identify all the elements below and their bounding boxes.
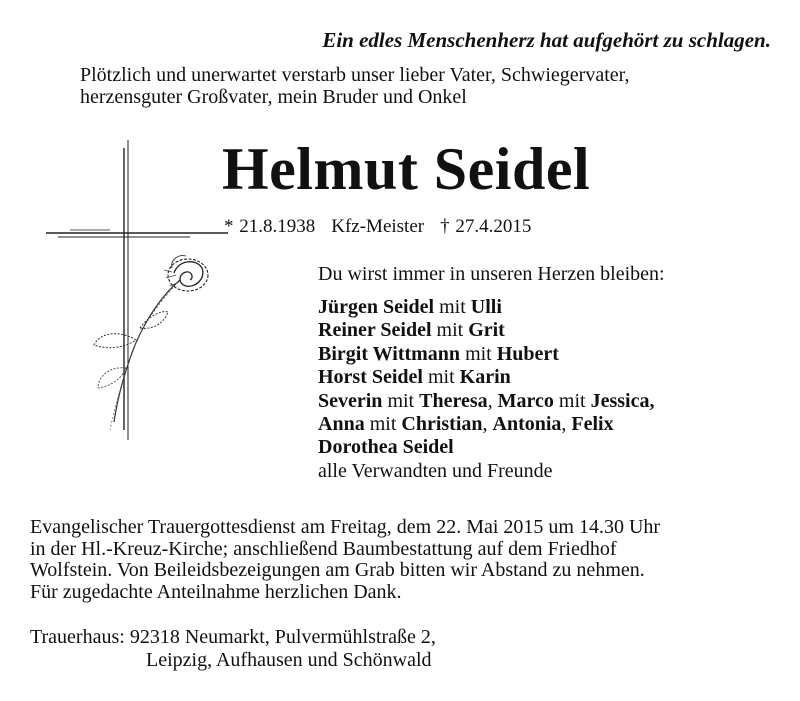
intro-line: herzensguter Großvater, mein Bruder und Onkel bbox=[80, 86, 467, 108]
house-label: Trauerhaus: bbox=[30, 626, 125, 648]
list-item: Dorothea Seidel bbox=[318, 436, 454, 459]
list-item: Birgit Wittmann mit Hubert bbox=[318, 342, 559, 365]
service-line: Evangelischer Trauergottesdienst am Freitag, dem 22. Mai 2015 um 14.30 Uhr bbox=[30, 516, 661, 538]
service-line: Wolfstein. Von Beileidsbezeigungen am Grab bitten wir Abstand zu nehmen. bbox=[30, 559, 645, 581]
intro-text bbox=[80, 64, 630, 108]
mourning-house bbox=[30, 626, 436, 672]
relatives-line: alle Verwandten und Freunde bbox=[318, 459, 553, 482]
intro-line: Plötzlich und unerwartet verstarb unser lieber Vater, Schwiegervater, bbox=[80, 64, 630, 86]
life-dates bbox=[224, 216, 531, 238]
list-item: Anna mit Christian, Antonia, Felix bbox=[318, 413, 614, 436]
list-item: Jürgen Seidel mit Ulli bbox=[318, 296, 502, 318]
occupation: Kfz-Meister bbox=[331, 216, 425, 237]
list-item: Horst Seidel mit Karin bbox=[318, 366, 511, 389]
house-places: Leipzig, Aufhausen und Schönwald bbox=[146, 649, 432, 671]
list-item: Reiner Seidel mit Grit bbox=[318, 319, 505, 342]
cross-icon bbox=[40, 140, 230, 440]
service-line: Für zugedachte Anteilnahme herzlichen Dank. bbox=[30, 580, 402, 603]
house-line bbox=[30, 626, 436, 649]
farewell-line: Du wirst immer in unseren Herzen bleiben: bbox=[318, 263, 665, 285]
death-date: † 27.4.2015 bbox=[440, 216, 532, 237]
birth-date: * 21.8.1938 bbox=[224, 216, 316, 237]
mourners-list bbox=[318, 296, 654, 483]
tagline: Ein edles Menschenherz hat aufgehört zu schlagen. bbox=[322, 28, 771, 52]
house-address: 92318 Neumarkt, Pulvermühlstraße 2, bbox=[124, 626, 436, 648]
rose-icon bbox=[94, 256, 208, 430]
list-item: Severin mit Theresa, Marco mit Jessica, bbox=[318, 389, 655, 412]
deceased-name: Helmut Seidel bbox=[222, 136, 591, 202]
service-info bbox=[30, 517, 660, 603]
service-line: in der Hl.-Kreuz-Kirche; anschließend Baumbestattung auf dem Friedhof bbox=[30, 537, 617, 560]
